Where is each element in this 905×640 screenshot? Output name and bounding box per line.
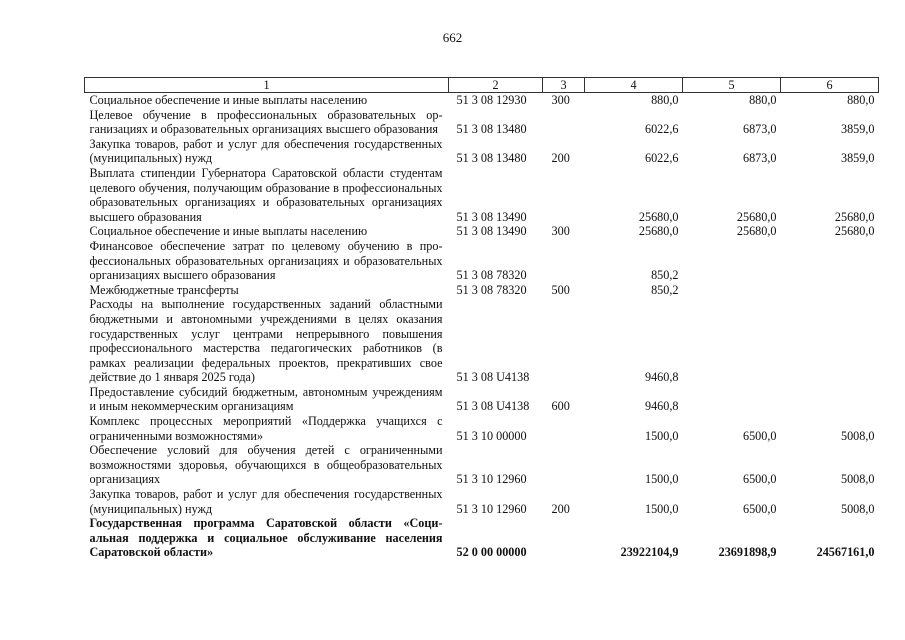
cell-year3: 5008,0 <box>840 472 875 487</box>
cell-expense-type <box>543 239 585 283</box>
cell-year2: 6500,0 <box>742 501 777 516</box>
cell-code: 51 3 10 12960 <box>456 501 527 516</box>
cell-expense-type: 600 <box>551 399 570 414</box>
cell-expense-type <box>543 443 585 487</box>
cell-year2 <box>683 283 781 298</box>
cell-expense-type: 200 <box>551 501 570 516</box>
cell-year1: 9460,8 <box>644 370 679 385</box>
cell-year2: 880,0 <box>749 93 777 107</box>
cell-year1: 6022,6 <box>644 122 679 137</box>
cell-code: 52 0 00 00000 <box>456 545 527 560</box>
cell-year1: 1500,0 <box>644 501 679 516</box>
cell-year3: 24567161,0 <box>816 545 875 560</box>
table-row <box>85 239 879 283</box>
table-row <box>85 93 879 108</box>
table-row <box>85 487 879 516</box>
cell-year1: 25680,0 <box>638 209 679 224</box>
cell-year1: 1500,0 <box>644 428 679 443</box>
cell-expense-type: 300 <box>551 93 570 107</box>
cell-year2: 6873,0 <box>742 151 777 166</box>
cell-expense-type <box>543 108 585 137</box>
cell-code: 51 3 08 U4138 <box>456 370 530 385</box>
cell-name: Государственная программа Саратовской области «Социальная поддержка и социальное обслуживание населения Саратовской области» <box>89 516 443 560</box>
table-row <box>85 516 879 560</box>
cell-name: Расходы на выполнение государственных заданий областными бюджетными и автономными учреждениями в целях оказания государственных услуг центрами непрерывного повышения профессионального мастерства педагогических работников (в рамках реализации федеральных проектов, прекративших свое действие до 1 января 2025 года) <box>89 297 443 385</box>
cell-year2: 6500,0 <box>742 428 777 443</box>
cell-year3: 25680,0 <box>834 224 875 239</box>
cell-name: Выплата стипендии Губернатора Саратовской области студентам целевого обучения, получающим образование в профессиональных образовательных организациях и образовательных организациях высшего образования <box>89 165 443 224</box>
cell-year3: 3859,0 <box>840 122 875 137</box>
cell-year2: 25680,0 <box>736 224 777 239</box>
cell-year2: 23691898,9 <box>718 545 777 560</box>
cell-name: Финансовое обеспечение затрат по целевому обучению в профессиональных образовательных организациях и образовательных организациях высшего образования <box>89 238 443 283</box>
cell-year2: 6500,0 <box>742 472 777 487</box>
cell-expense-type: 500 <box>551 282 570 297</box>
table-body <box>85 93 879 561</box>
cell-year3 <box>781 283 879 298</box>
cell-code: 51 3 08 13480 <box>456 151 527 166</box>
cell-code: 51 3 08 13490 <box>456 209 527 224</box>
cell-name: Социальное обеспечение и иные выплаты населению <box>89 93 368 107</box>
cell-expense-type: 200 <box>551 151 570 166</box>
cell-expense-type <box>543 414 585 443</box>
cell-year3: 5008,0 <box>840 428 875 443</box>
cell-year3: 5008,0 <box>840 501 875 516</box>
cell-name: Социальное обеспечение и иные выплаты населению <box>89 224 368 239</box>
cell-name: Целевое обучение в профессиональных образовательных организациях и образовательных организациях высшего образования <box>89 107 443 137</box>
cell-year3: 25680,0 <box>834 209 875 224</box>
budget-table <box>84 77 879 560</box>
table-row <box>85 137 879 166</box>
table-row <box>85 283 879 298</box>
cell-year3 <box>781 297 879 385</box>
cell-year2 <box>683 239 781 283</box>
table-row <box>85 443 879 487</box>
col-header-year2: 5 <box>683 78 781 93</box>
cell-expense-type <box>543 297 585 385</box>
cell-name: Межбюджетные трансферты <box>89 282 239 297</box>
table-row <box>85 385 879 414</box>
cell-year1: 880,0 <box>651 93 679 107</box>
col-header-year1: 4 <box>585 78 683 93</box>
cell-code: 51 3 10 12960 <box>456 472 527 487</box>
cell-expense-type <box>543 166 585 224</box>
cell-year1: 9460,8 <box>644 399 679 414</box>
cell-year1: 1500,0 <box>644 472 679 487</box>
cell-code: 51 3 10 00000 <box>456 428 527 443</box>
cell-code: 51 3 08 12930 <box>456 93 527 107</box>
cell-year1: 850,2 <box>651 268 679 283</box>
col-header-year3: 6 <box>781 78 879 93</box>
cell-year3: 3859,0 <box>840 151 875 166</box>
cell-year1: 850,2 <box>651 282 679 297</box>
cell-code: 51 3 08 U4138 <box>456 399 530 414</box>
header-row <box>85 78 879 93</box>
cell-code: 51 3 08 78320 <box>456 282 527 297</box>
cell-year1: 6022,6 <box>644 151 679 166</box>
cell-year2: 25680,0 <box>736 209 777 224</box>
cell-expense-type <box>543 516 585 560</box>
cell-year2 <box>683 385 781 414</box>
cell-code: 51 3 08 13480 <box>456 122 527 137</box>
cell-year3: 880,0 <box>847 93 875 107</box>
cell-year3 <box>781 385 879 414</box>
table-row <box>85 166 879 224</box>
cell-name: Закупка товаров, работ и услуг для обеспечения государственных (муниципальных) нужд <box>89 136 443 166</box>
cell-year1: 25680,0 <box>638 224 679 239</box>
cell-code: 51 3 08 13490 <box>456 224 527 239</box>
table-row <box>85 414 879 443</box>
table-row <box>85 297 879 385</box>
col-header-expense-type: 3 <box>543 78 585 93</box>
cell-year2: 6873,0 <box>742 122 777 137</box>
table-row <box>85 224 879 239</box>
cell-name: Предоставление субсидий бюджетным, автономным учреждениям и иным некоммерческим организациям <box>89 384 443 414</box>
cell-year1: 23922104,9 <box>620 545 679 560</box>
cell-name: Обеспечение условий для обучения детей с ограниченными возможностями здоровья, обучающихся в общеобразовательных организациях <box>89 443 443 487</box>
cell-expense-type: 300 <box>551 224 570 239</box>
col-header-code: 2 <box>449 78 543 93</box>
cell-code: 51 3 08 78320 <box>456 268 527 283</box>
cell-year3 <box>781 239 879 283</box>
cell-name: Закупка товаров, работ и услуг для обеспечения государственных (муниципальных) нужд <box>89 487 443 516</box>
page-number: 662 <box>442 30 463 45</box>
cell-name: Комплекс процессных мероприятий «Поддержка учащихся с ограниченными возможностями» <box>89 414 443 443</box>
col-header-name: 1 <box>85 78 449 93</box>
table-row <box>85 108 879 137</box>
cell-year2 <box>683 297 781 385</box>
